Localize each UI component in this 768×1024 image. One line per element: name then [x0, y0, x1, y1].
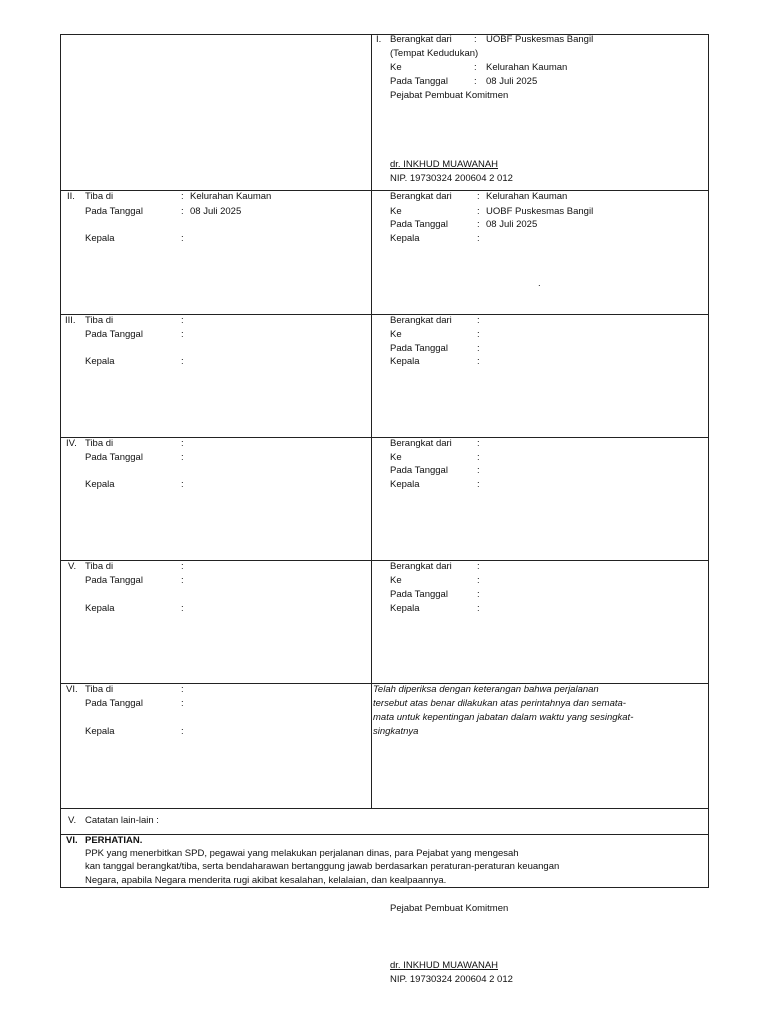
section5-right-berangkat-label: Berangkat dari: [390, 561, 452, 572]
table-right-border: [708, 34, 709, 888]
section5-tanggal-label: Pada Tanggal: [85, 575, 143, 586]
section3-tiba-label: Tiba di: [85, 315, 114, 326]
section4-right-kepala-label: Kepala: [390, 479, 420, 490]
section3-right-tanggal-label: Pada Tanggal: [390, 343, 448, 354]
section2-right-berangkat-value: Kelurahan Kauman: [486, 191, 568, 202]
row-divider-3: [60, 437, 709, 438]
section1-colon: :: [474, 76, 477, 87]
section3-colon: :: [477, 315, 480, 326]
section2-colon: :: [477, 191, 480, 202]
section2-colon: :: [477, 206, 480, 217]
section6-roman: VI.: [66, 684, 78, 695]
section2-colon: :: [181, 206, 184, 217]
footer-nip: NIP. 19730324 200604 2 012: [390, 974, 513, 985]
section2-colon: :: [477, 219, 480, 230]
section5-colon: :: [477, 561, 480, 572]
section6-colon: :: [181, 684, 184, 695]
section6-verification-line: mata untuk kepentingan jabatan dalam waktu yang sesingkat-: [373, 712, 634, 723]
perhatian-roman: VI.: [66, 835, 78, 846]
section5-roman: V.: [68, 561, 77, 572]
section2-right-tanggal-value: 08 Juli 2025: [486, 219, 538, 230]
section4-colon: :: [477, 438, 480, 449]
section1-nip: NIP. 19730324 200604 2 012: [390, 173, 513, 184]
section4-right-berangkat-label: Berangkat dari: [390, 438, 452, 449]
section2-colon: :: [181, 233, 184, 244]
section1-tempat: (Tempat Kedudukan): [390, 48, 479, 59]
section5-right-ke-label: Ke: [390, 575, 402, 586]
section3-colon: :: [181, 329, 184, 340]
section3-tanggal-label: Pada Tanggal: [85, 329, 143, 340]
section5-right-kepala-label: Kepala: [390, 603, 420, 614]
catatan-roman: V.: [68, 815, 77, 826]
section3-colon: :: [477, 356, 480, 367]
section4-colon: :: [477, 465, 480, 476]
section2-right-tanggal-label: Pada Tanggal: [390, 219, 448, 230]
section6-colon: :: [181, 698, 184, 709]
section2-tanggal-label: Pada Tanggal: [85, 206, 143, 217]
section4-colon: :: [477, 479, 480, 490]
row-divider-1: [60, 190, 709, 191]
section6-tanggal-label: Pada Tanggal: [85, 698, 143, 709]
section1-berangkat-value: UOBF Puskesmas Bangil: [486, 34, 594, 45]
section4-colon: :: [181, 438, 184, 449]
section3-roman: III.: [65, 315, 76, 326]
section6-verification-line: singkatnya: [373, 726, 419, 737]
section3-right-kepala-label: Kepala: [390, 356, 420, 367]
section4-roman: IV.: [66, 438, 77, 449]
section2-kepala-label: Kepala: [85, 233, 115, 244]
section5-colon: :: [181, 575, 184, 586]
row-divider-7: [60, 834, 709, 835]
section1-signatory-name: dr. INKHUD MUAWANAH: [390, 159, 499, 170]
section4-kepala-label: Kepala: [85, 479, 115, 490]
table-bottom-border: [60, 887, 709, 888]
section3-colon: :: [181, 315, 184, 326]
section5-kepala-label: Kepala: [85, 603, 115, 614]
section5-tiba-label: Tiba di: [85, 561, 114, 572]
table-center-divider: [371, 34, 372, 809]
table-top-border: [60, 34, 709, 35]
section5-colon: :: [181, 603, 184, 614]
section6-verification-line: Telah diperiksa dengan keterangan bahwa perjalanan: [373, 684, 599, 695]
section3-kepala-label: Kepala: [85, 356, 115, 367]
section6-colon: :: [181, 726, 184, 737]
section2-tanggal-value: 08 Juli 2025: [190, 206, 242, 217]
section5-colon: :: [477, 575, 480, 586]
row-divider-6: [60, 808, 709, 809]
section5-colon: :: [181, 561, 184, 572]
section3-colon: :: [477, 343, 480, 354]
section2-tiba-value: Kelurahan Kauman: [190, 191, 272, 202]
section3-right-ke-label: Ke: [390, 329, 402, 340]
perhatian-text-line: PPK yang menerbitkan SPD, pegawai yang melakukan perjalanan dinas, para Pejabat yang mengesah: [85, 848, 519, 859]
section1-colon: :: [474, 62, 477, 73]
section2-roman: II.: [67, 191, 75, 202]
section1-roman: I.: [376, 34, 382, 45]
section2-colon: :: [477, 233, 480, 244]
section1-tanggal-value: 08 Juli 2025: [486, 76, 538, 87]
section4-tanggal-label: Pada Tanggal: [85, 452, 143, 463]
section2-colon: :: [181, 191, 184, 202]
row-divider-4: [60, 560, 709, 561]
section1-ke-label: Ke: [390, 62, 402, 73]
section5-colon: :: [477, 603, 480, 614]
section3-colon: :: [477, 329, 480, 340]
section4-colon: :: [181, 452, 184, 463]
catatan-label: Catatan lain-lain :: [85, 815, 159, 826]
section2-right-ke-value: UOBF Puskesmas Bangil: [486, 206, 594, 217]
section4-colon: :: [181, 479, 184, 490]
footer-pejabat: Pejabat Pembuat Komitmen: [390, 903, 509, 914]
section3-right-berangkat-label: Berangkat dari: [390, 315, 452, 326]
section6-tiba-label: Tiba di: [85, 684, 114, 695]
section3-colon: :: [181, 356, 184, 367]
section2-right-berangkat-label: Berangkat dari: [390, 191, 452, 202]
section2-right-ke-label: Ke: [390, 206, 402, 217]
table-left-border: [60, 34, 61, 888]
section2-tiba-label: Tiba di: [85, 191, 114, 202]
section4-tiba-label: Tiba di: [85, 438, 114, 449]
section5-colon: :: [477, 589, 480, 600]
section1-tanggal-label: Pada Tanggal: [390, 76, 448, 87]
section2-right-kepala-label: Kepala: [390, 233, 420, 244]
section4-right-ke-label: Ke: [390, 452, 402, 463]
section1-colon: :: [474, 34, 477, 45]
section5-right-tanggal-label: Pada Tanggal: [390, 589, 448, 600]
section1-pejabat: Pejabat Pembuat Komitmen: [390, 90, 509, 101]
footer-signatory-name: dr. INKHUD MUAWANAH: [390, 960, 499, 971]
section2-stray-dot: .: [538, 278, 541, 289]
perhatian-text-line: Negara, apabila Negara menderita rugi akibat kesalahan, kelalaian, dan kealpaannya.: [85, 875, 447, 886]
section4-colon: :: [477, 452, 480, 463]
section6-verification-line: tersebut atas benar dilakukan atas perintahnya dan semata-: [373, 698, 626, 709]
section1-ke-value: Kelurahan Kauman: [486, 62, 568, 73]
row-divider-2: [60, 314, 709, 315]
section1-berangkat-label: Berangkat dari: [390, 34, 452, 45]
section6-kepala-label: Kepala: [85, 726, 115, 737]
perhatian-text-line: kan tanggal berangkat/tiba, serta bendaharawan bertanggung jawab berdasarkan peraturan-peraturan keuangan: [85, 861, 560, 872]
perhatian-title: PERHATIAN.: [85, 835, 143, 846]
section4-right-tanggal-label: Pada Tanggal: [390, 465, 448, 476]
